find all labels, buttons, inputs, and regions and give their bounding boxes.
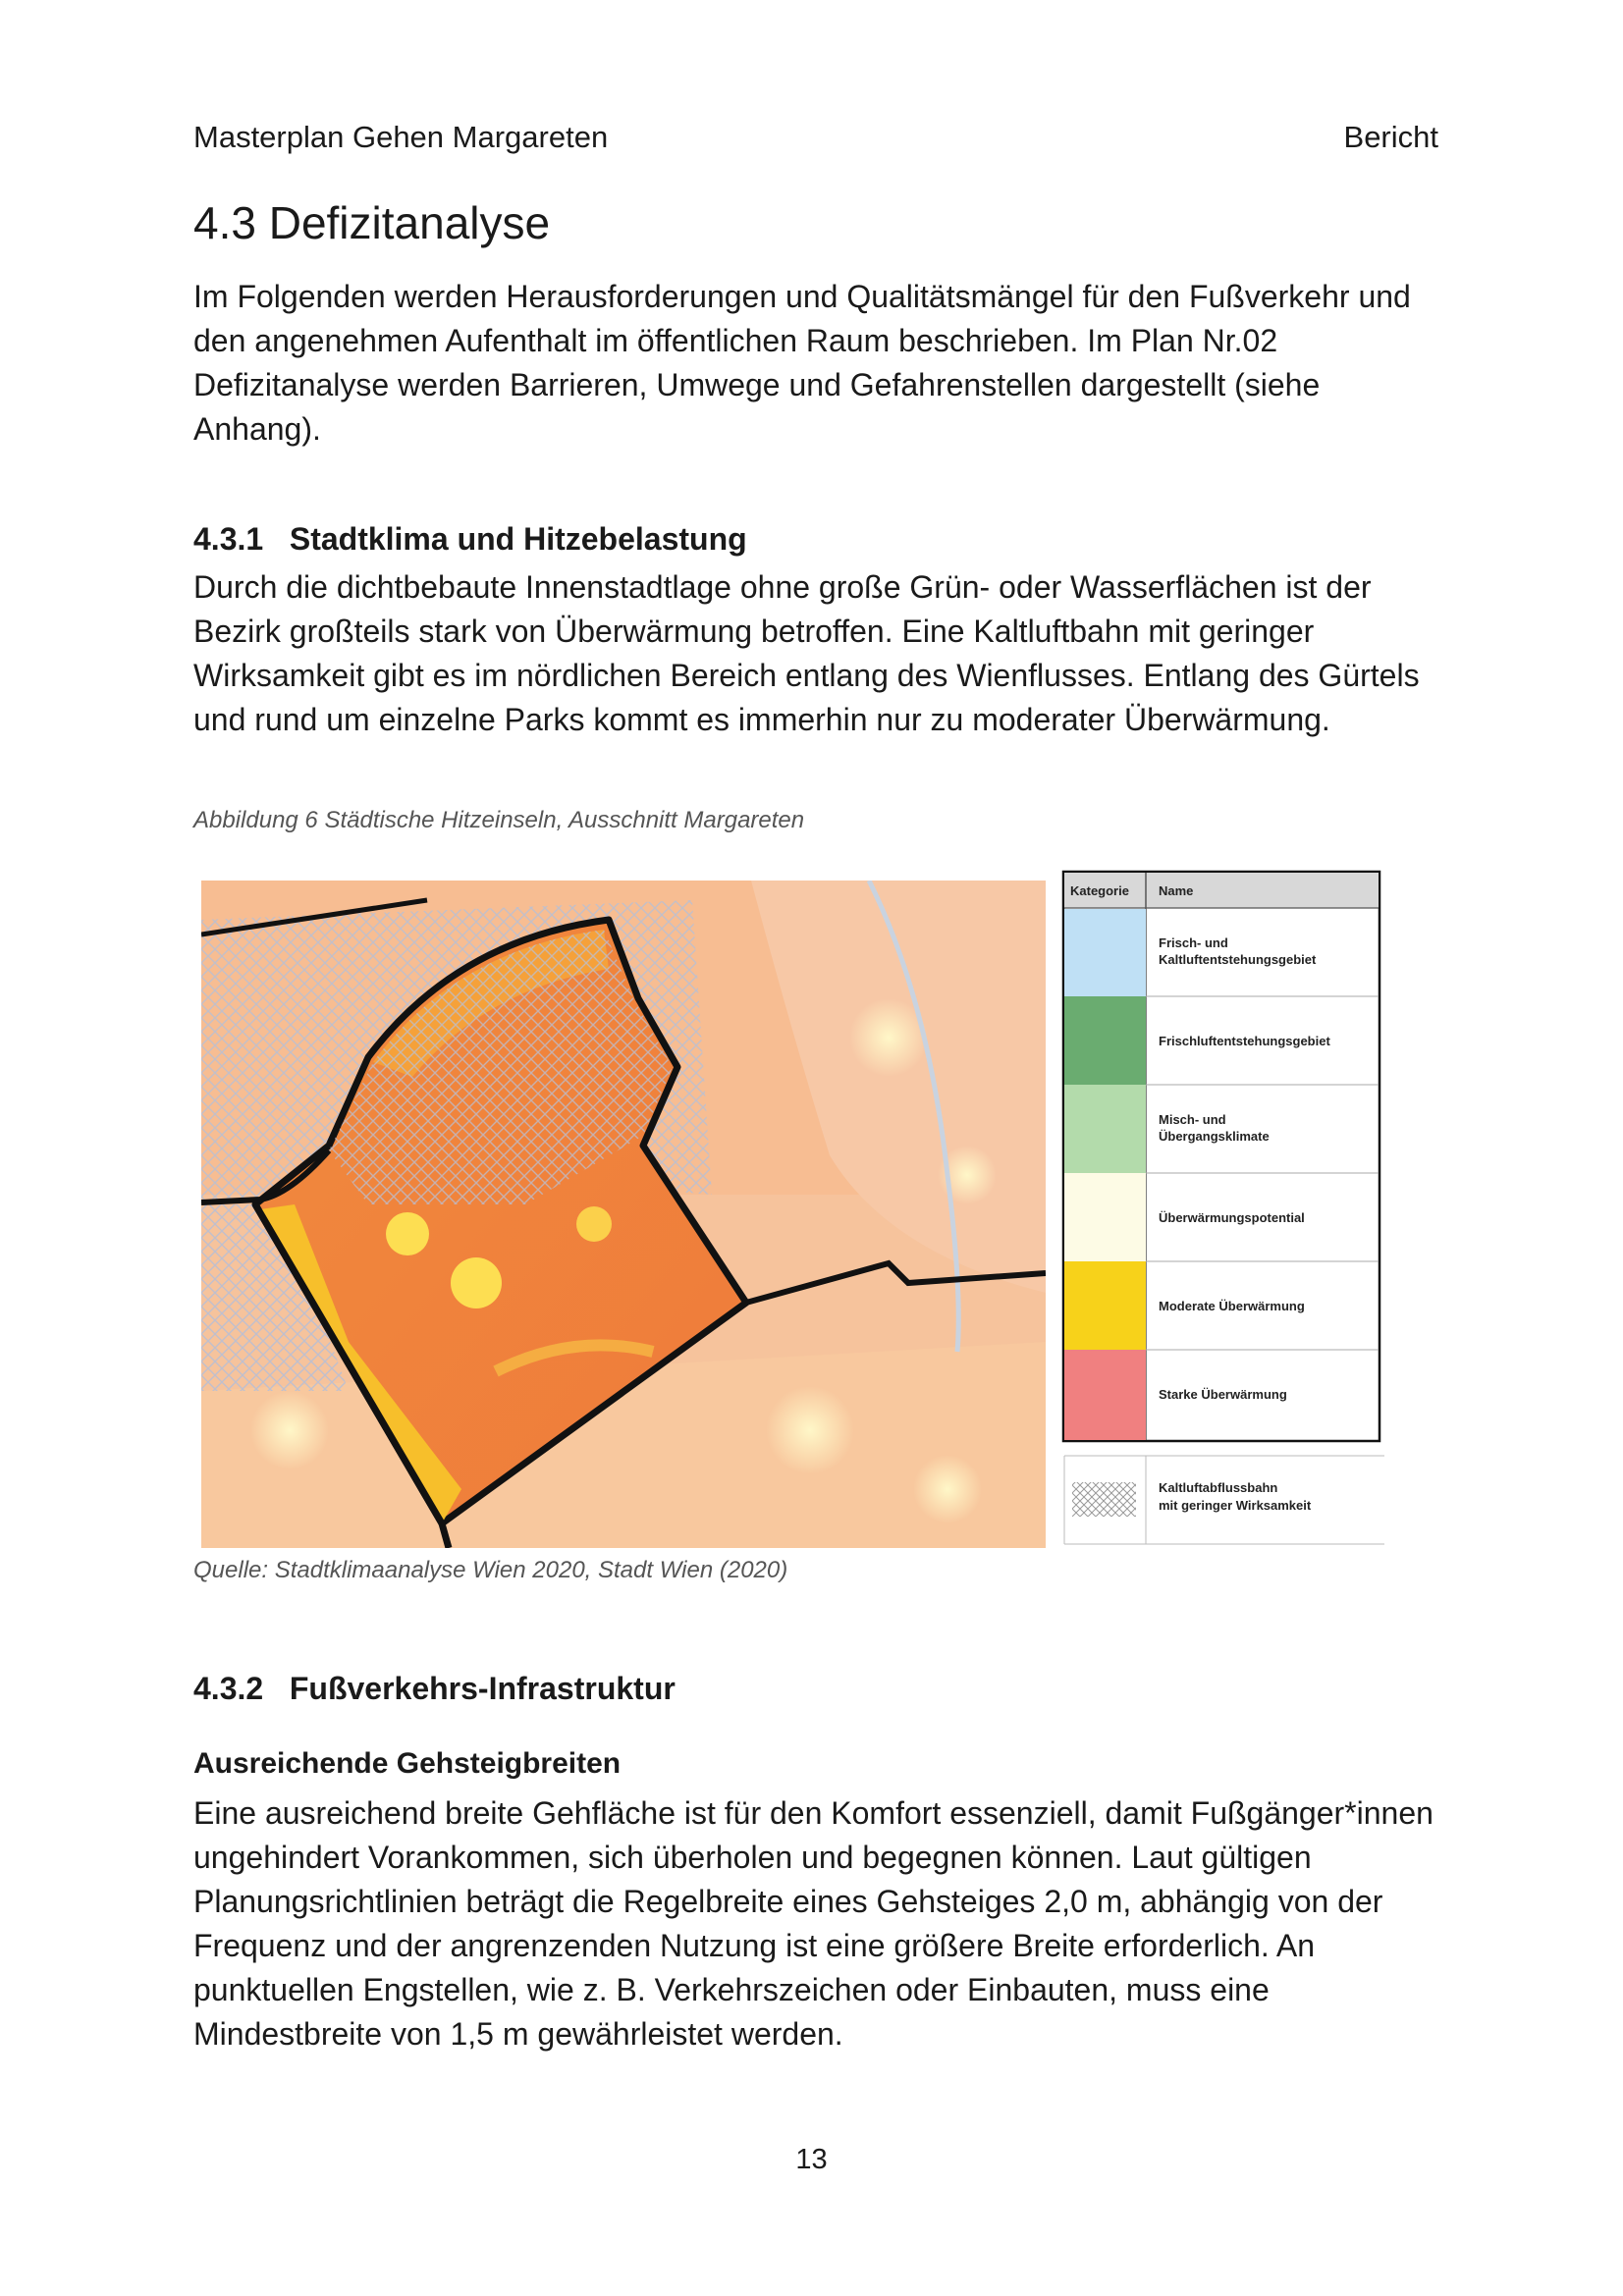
map-graphic	[201, 881, 1046, 1548]
page-number: 13	[795, 2144, 828, 2175]
legend-hatch-item	[1064, 1456, 1384, 1544]
climate-paragraph: Durch die dichtbebaute Innenstadtlage ohne große Grün- oder Wasserflächen ist der Bezirk großteils stark von Überwärmung betroffen. Eine Kaltluftbahn mit geringer Wirksamkeit gibt es im nördlichen Bereich entlang des Wienflusses. Entlang des Gürtels und rund um einzelne Parks kommt es immerhin nur zu moderater Überwärmung.	[193, 569, 1420, 737]
intro-paragraph: Im Folgenden werden Herausforderungen und Qualitätsmängel für den Fußverkehr und den angenehmen Aufenthalt im öffentlichen Raum beschrieben. Im Plan Nr.02 Defizitanalyse werden Barrieren, Umwege und Gefahrenstellen dargestellt (siehe Anhang).	[193, 279, 1411, 447]
figure-source: Quelle: Stadtklimaanalyse Wien 2020, Stadt Wien (2020)	[193, 1557, 788, 1583]
section-title: 4.3 Defizitanalyse	[193, 197, 551, 248]
map-legend	[1060, 869, 1384, 1546]
svg-text:mit geringer Wirksamkeit: mit geringer Wirksamkeit	[1159, 1498, 1312, 1513]
legend-graphic	[1060, 869, 1384, 1546]
legend-swatch	[1064, 996, 1146, 1085]
legend-col-category: Kategorie	[1070, 883, 1129, 898]
legend-swatch	[1064, 1261, 1146, 1350]
legend-hatch-swatch	[1072, 1482, 1136, 1517]
header-title: Masterplan Gehen Margareten	[193, 120, 609, 154]
subsection-heading-climate: 4.3.1 Stadtklima und Hitzebelastung	[193, 521, 747, 557]
legend-col-name: Name	[1159, 883, 1194, 898]
svg-text:Übergangsklimate: Übergangsklimate	[1159, 1129, 1270, 1144]
header-report-label: Bericht	[1343, 120, 1438, 154]
svg-text:Frischluftentstehungsgebiet: Frischluftentstehungsgebiet	[1159, 1034, 1330, 1048]
subsection-heading-infrastructure: 4.3.2 Fußverkehrs-Infrastruktur	[193, 1671, 676, 1706]
svg-text:Moderate Überwärmung: Moderate Überwärmung	[1159, 1299, 1305, 1313]
legend-swatch	[1064, 1173, 1146, 1261]
legend-swatch	[1064, 909, 1146, 996]
figure-caption: Abbildung 6 Städtische Hitzeinseln, Ausschnitt Margareten	[193, 807, 805, 833]
sidewalk-paragraph: Eine ausreichend breite Gehfläche ist für den Komfort essenziell, damit Fußgänger*innen ungehindert Vorankommen, sich überholen und begegnen können. Laut gültigen Planungsrichtlinien beträgt die Regelbreite eines Gehsteiges 2,0 m, abhängig von der Frequenz und der angrenzenden Nutzung ist eine größere Breite erforderlich. An punktuellen Engstellen, wie z. B. Verkehrszeichen oder Einbauten, muss eine Mindestbreite von 1,5 m gewährleistet werden.	[193, 1795, 1434, 2052]
svg-text:Kaltluftabflussbahn: Kaltluftabflussbahn	[1159, 1480, 1278, 1495]
legend-swatch	[1064, 1085, 1146, 1173]
heat-island-map	[201, 881, 1046, 1548]
svg-text:Misch- und: Misch- und	[1159, 1112, 1226, 1127]
svg-text:Kaltluftentstehungsgebiet: Kaltluftentstehungsgebiet	[1159, 952, 1317, 967]
svg-text:Starke Überwärmung: Starke Überwärmung	[1159, 1387, 1287, 1402]
legend-swatch	[1064, 1350, 1146, 1440]
svg-text:Frisch- und: Frisch- und	[1159, 935, 1228, 950]
paragraph-heading-sidewalk-width: Ausreichende Gehsteigbreiten	[193, 1747, 622, 1780]
svg-text:Überwärmungspotential: Überwärmungspotential	[1159, 1210, 1305, 1225]
